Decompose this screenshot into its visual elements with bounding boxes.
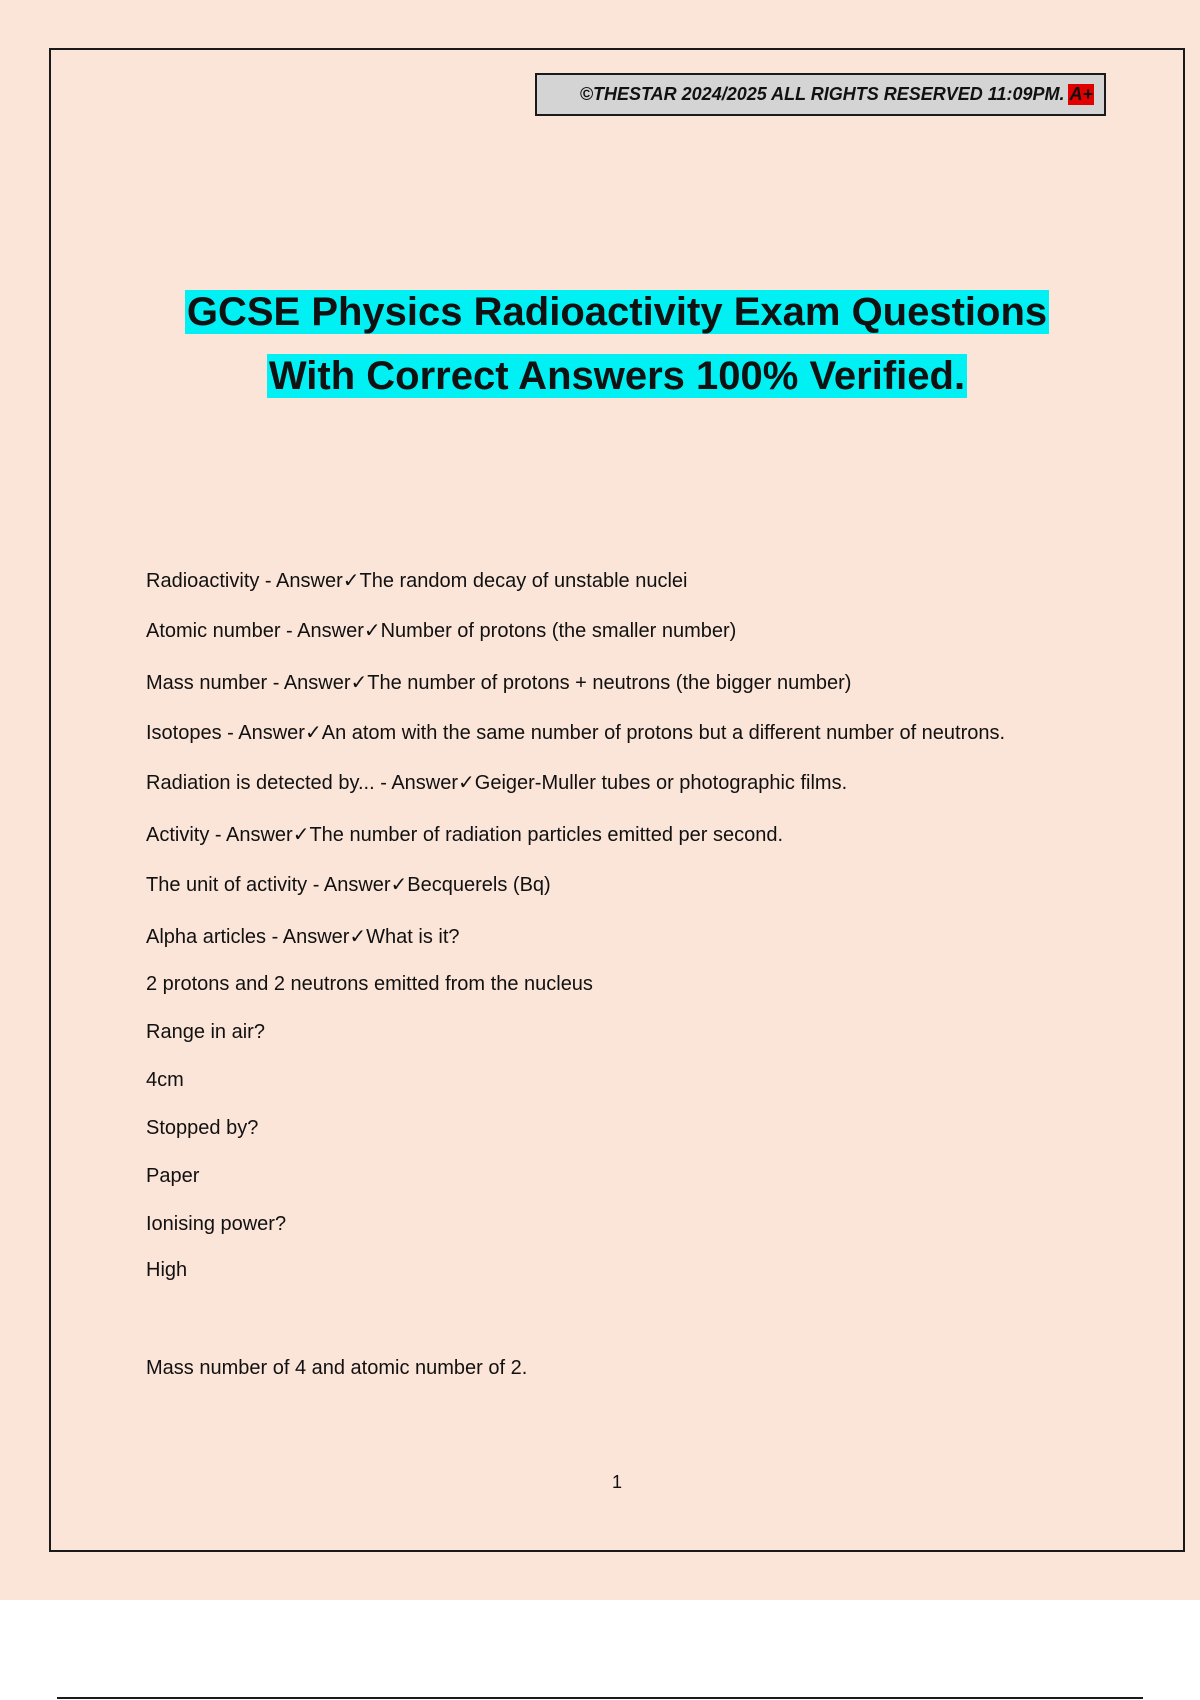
copyright-text: ©THESTAR 2024/2025 ALL RIGHTS RESERVED 11:09PM. <box>579 84 1065 104</box>
qa-item: Radioactivity - Answer✓The random decay of unstable nuclei <box>146 570 688 592</box>
qa-item: 4cm <box>146 1069 184 1091</box>
qa-item: Isotopes - Answer✓An atom with the same number of protons but a different number of neutrons. <box>146 722 1006 744</box>
qa-item: High <box>146 1259 188 1281</box>
grade-badge: A+ <box>1069 84 1093 104</box>
title-line-1: GCSE Physics Radioactivity Exam Questions <box>186 290 1048 334</box>
document-title <box>0 280 1200 408</box>
qa-content <box>146 565 1046 1384</box>
qa-item: 2 protons and 2 neutrons emitted from the nucleus <box>146 973 593 995</box>
qa-item: Atomic number - Answer✓Number of protons (the smaller number) <box>146 620 737 642</box>
qa-item: The unit of activity - Answer✓Becquerels (Bq) <box>146 874 551 896</box>
title-line-2: With Correct Answers 100% Verified. <box>268 354 966 398</box>
qa-item: Alpha articles - Answer✓What is it? <box>146 926 460 948</box>
qa-item: Mass number of 4 and atomic number of 2. <box>146 1357 528 1379</box>
qa-item: Activity - Answer✓The number of radiation particles emitted per second. <box>146 824 784 846</box>
footer-divider <box>57 1697 1143 1699</box>
qa-item: Radiation is detected by... - Answer✓Geiger-Muller tubes or photographic films. <box>146 772 848 794</box>
copyright-header <box>535 73 1106 116</box>
page-number: 1 <box>611 1472 622 1492</box>
qa-item: Mass number - Answer✓The number of protons + neutrons (the bigger number) <box>146 672 852 694</box>
qa-item: Paper <box>146 1165 200 1187</box>
qa-item: Range in air? <box>146 1021 265 1043</box>
qa-item: Ionising power? <box>146 1213 287 1235</box>
qa-item: Stopped by? <box>146 1117 259 1139</box>
